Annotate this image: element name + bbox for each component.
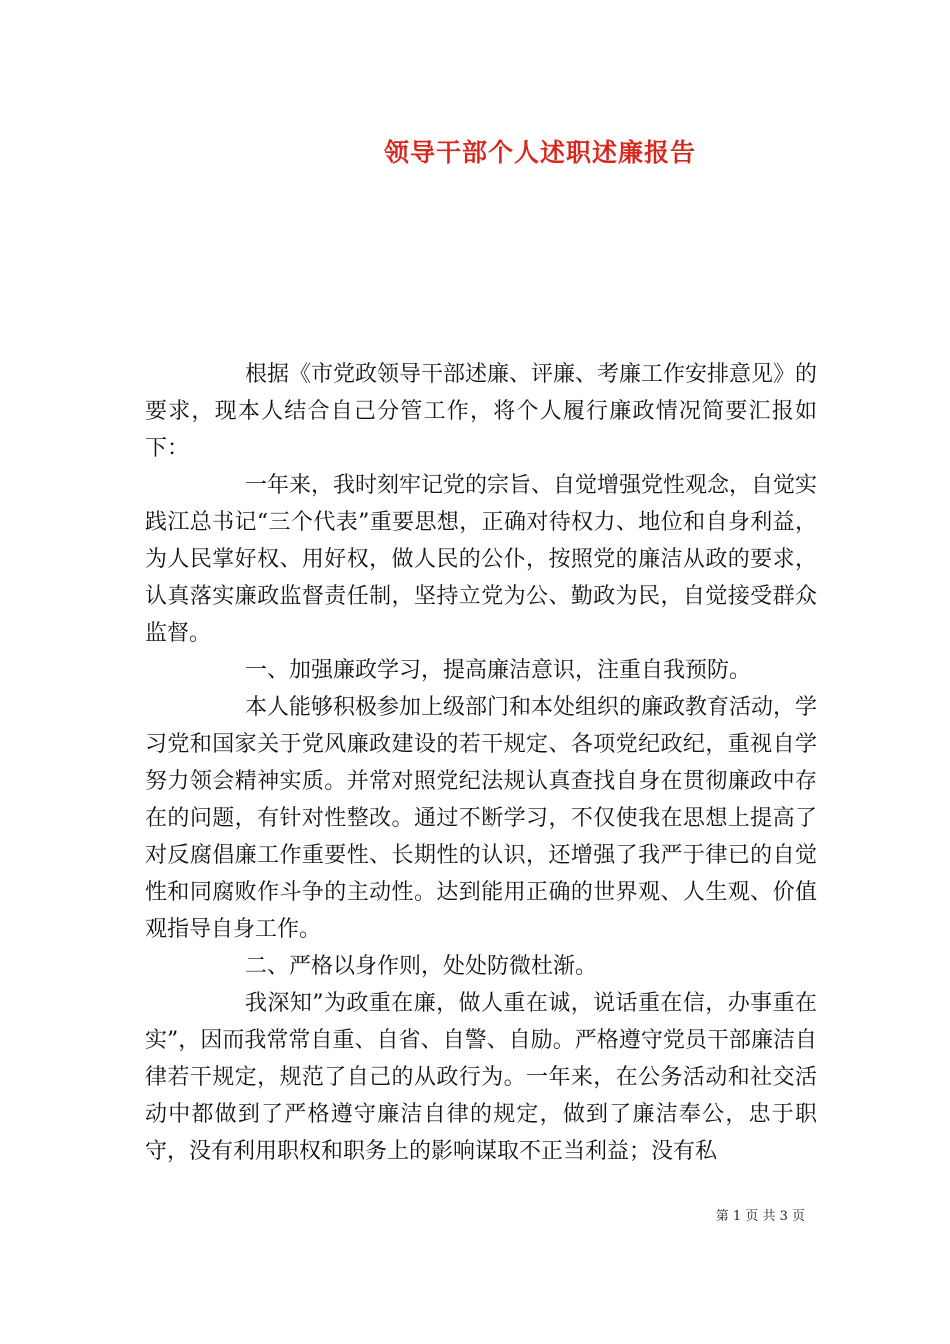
document-title: 领导干部个人述职述廉报告 [383,138,696,167]
document-body [145,356,817,1170]
section-heading-2: 二、严格以身作则，处处防微杜渐。 [245,954,598,979]
paragraph-overview: 一年来，我时刻牢记党的宗旨、自觉增强党性观念，自觉实践江总书记“三个代表”重要思想，正确对待权力、地位和自身利益，为人民掌好权、用好权，做人民的公仆，按照党的廉洁从政的要求，认真落实廉政监督责任制，坚持立党为公、勤政为民，自觉接受群众监督。 [145,473,818,646]
section-heading-1: 一、加强廉政学习，提高廉洁意识，注重自我预防。 [245,658,752,683]
page-number: 第 1 页 共 3 页 [715,1209,805,1224]
paragraph-section-2: 我深知”为政重在廉，做人重在诚，说话重在信，办事重在实”，因而我常常自重、自省、自警、自励。严格遵守党员干部廉洁自律若干规定，规范了自己的从政行为。一年来，在公务活动和社交活动中都做到了严格遵守廉洁自律的规定，做到了廉洁奉公，忠于职守，没有利用职权和职务上的影响谋取不正当利益；没有私 [145,991,817,1164]
paragraph-intro: 根据《市党政领导干部述廉、评廉、考廉工作安排意见》的要求，现本人结合自己分管工作，将个人履行廉政情况简要汇报如下： [145,362,818,461]
paragraph-section-1: 本人能够积极参加上级部门和本处组织的廉政教育活动，学习党和国家关于党风廉政建设的若干规定、各项党纪政纪，重视自学努力领会精神实质。并常对照党纪法规认真查找自身在贯彻廉政中存在的问题，有针对性整改。通过不断学习，不仅使我在思想上提高了对反腐倡廉工作重要性、长期性的认识，还增强了我严于律已的自觉性和同腐败作斗争的主动性。达到能用正确的世界观、人生观、价值观指导自身工作。 [145,695,818,942]
